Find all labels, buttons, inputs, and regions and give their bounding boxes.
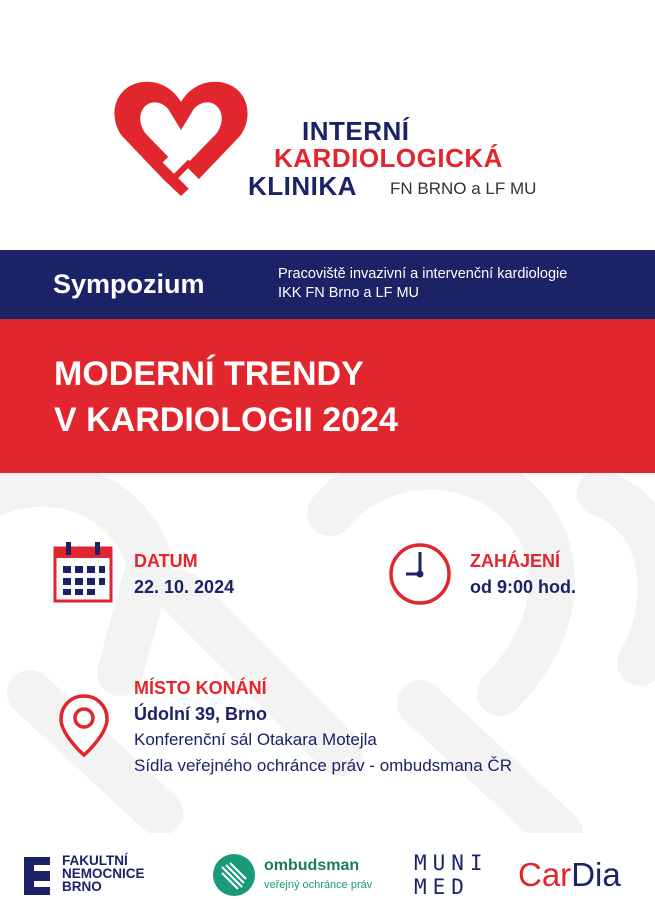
cardia-part-dia: Dia: [571, 856, 621, 893]
logo-line-klinika: KLINIKA: [248, 171, 357, 201]
ombudsman-logo-icon: [212, 853, 256, 897]
logo-line-interni: INTERNÍ: [302, 116, 410, 146]
logo-suffix: FN BRNO a LF MU: [390, 179, 537, 198]
sponsor-logos: [0, 833, 655, 898]
fn-brno-logo-icon: [24, 857, 52, 895]
muni-line: MED: [414, 875, 470, 899]
logo-line-kardiologicka: KARDIOLOGICKÁ: [274, 143, 503, 173]
location-pin-icon: [58, 693, 110, 759]
place-label: MÍSTO KONÁNÍ: [134, 678, 267, 698]
background-heart-pattern: [0, 473, 655, 833]
cardia-part-car: Car: [518, 856, 572, 893]
cardia-logo: [518, 855, 621, 895]
heart-logo-icon: [108, 72, 254, 196]
place-building: Sídla veřejného ochránce práv - ombudsmana ČR: [134, 756, 512, 775]
title-banner: [0, 319, 655, 473]
date-label: DATUM: [134, 551, 198, 571]
fn-brno-logo-text: [62, 854, 145, 893]
department-line: IKK FN Brno a LF MU: [278, 285, 420, 301]
symposium-banner: [0, 250, 655, 319]
date-value: 22. 10. 2024: [134, 577, 235, 597]
header: [0, 0, 655, 250]
muni-med-logo: [414, 851, 489, 899]
place-hall: Konferenční sál Otakara Motejla: [134, 730, 377, 749]
muni-line: MUNI: [414, 851, 489, 875]
start-value: od 9:00 hod.: [470, 577, 577, 597]
clock-icon: [388, 542, 452, 606]
department-line: Pracoviště invazivní a intervenční kardiologie: [278, 266, 568, 282]
start-label: ZAHÁJENÍ: [470, 551, 561, 571]
ombudsman-name: ombudsman: [264, 857, 360, 874]
place-address: Údolní 39, Brno: [134, 704, 268, 724]
event-title-line: MODERNÍ TRENDY: [54, 355, 364, 393]
fn-brno-line: NEMOCNICE: [62, 866, 145, 881]
fn-brno-line: FAKULTNÍ: [62, 853, 128, 868]
symposium-label: Sympozium: [53, 269, 205, 299]
ombudsman-subtitle: veřejný ochránce práv: [264, 879, 373, 891]
department-info: [278, 265, 567, 303]
calendar-icon: [52, 542, 114, 604]
event-title-line: V KARDIOLOGII 2024: [54, 401, 398, 439]
event-title: [54, 351, 398, 443]
fn-brno-line: BRNO: [62, 879, 102, 894]
